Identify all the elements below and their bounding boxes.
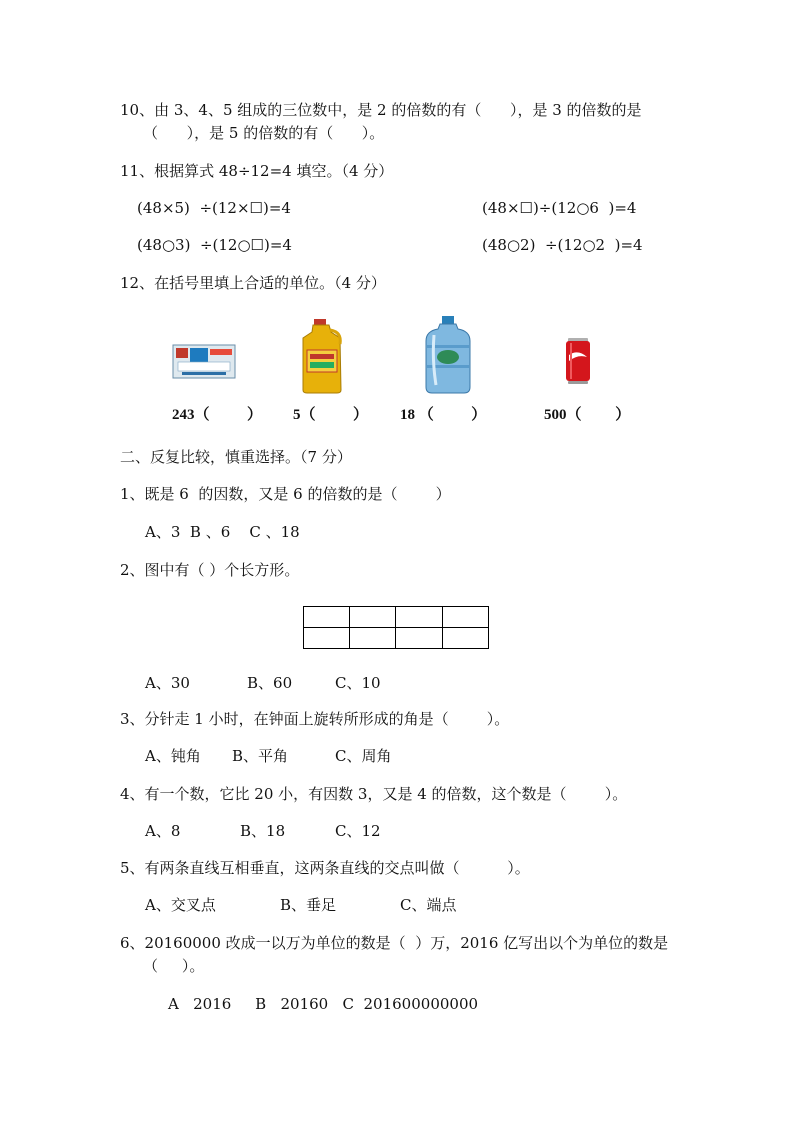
q10-line2: （ ），是 5 的倍数的有（ ）。 <box>143 124 385 142</box>
q11-eq2: (48×☐)÷(12○6 )=4 <box>482 199 637 217</box>
s2-q6-line2: （ ）。 <box>143 957 205 975</box>
rectangle-grid-figure <box>303 606 490 650</box>
q12-unit-4: 500（ ） <box>544 407 631 423</box>
s2-q3-text: 3、分针走 1 小时，在钟面上旋转所形成的角是（ ）。 <box>120 710 510 728</box>
s2-q4-text: 4、有一个数，它比 20 小，有因数 3，又是 4 的倍数，这个数是（ ）。 <box>120 785 628 803</box>
cola-can-image <box>565 337 591 385</box>
q11-title: 11、根据算式 48÷12=4 填空。（4 分） <box>120 162 394 180</box>
s2-q2-option-a: A、30 <box>145 674 190 692</box>
q11-eq3: (48○3) ÷(12○☐)=4 <box>137 236 292 254</box>
q12-unit-2: 5（ ） <box>293 407 369 423</box>
s2-q2-text: 2、图中有（ ）个长方形。 <box>120 561 300 579</box>
milk-box-image <box>172 342 236 380</box>
q12-unit-1: 243（ ） <box>172 407 263 423</box>
q12-title: 12、在括号里填上合适的单位。（4 分） <box>120 274 386 292</box>
q12-unit-3: 18 （ ） <box>400 407 487 423</box>
q11-eq1: (48×5) ÷(12×☐)=4 <box>137 199 291 217</box>
oil-bottle-image <box>300 318 344 394</box>
s2-q4-option-c: C、12 <box>335 822 381 840</box>
water-bucket-image <box>424 315 472 395</box>
s2-q6-line1: 6、20160000 改成一以万为单位的数是（ ）万，2016 亿写出以个为单位的数是 <box>120 934 669 952</box>
s2-q3-option-c: C、周角 <box>335 747 392 765</box>
s2-q5-option-c: C、端点 <box>400 896 457 914</box>
s2-q4-option-a: A、8 <box>145 822 181 840</box>
s2-q1-options: A、3 B 、6 C 、18 <box>145 523 300 541</box>
q10-line1: 10、由 3、4、5 组成的三位数中，是 2 的倍数的有（ ），是 3 的倍数的是 <box>120 101 642 119</box>
s2-q4-option-b: B、18 <box>240 822 286 840</box>
s2-q6-options: A 2016 B 20160 C 201600000000 <box>168 995 479 1013</box>
s2-q1-text: 1、既是 6 的因数，又是 6 的倍数的是（ ） <box>120 485 451 503</box>
s2-q2-option-b: B、60 <box>247 674 293 692</box>
s2-q3-option-a: A、钝角 <box>145 747 201 765</box>
section2-title: 二、反复比较，慎重选择。（7 分） <box>120 448 352 466</box>
s2-q5-option-b: B、垂足 <box>280 896 337 914</box>
s2-q5-text: 5、有两条直线互相垂直，这两条直线的交点叫做（ ）。 <box>120 859 530 877</box>
s2-q2-option-c: C、10 <box>335 674 381 692</box>
s2-q5-option-a: A、交叉点 <box>145 896 216 914</box>
s2-q3-option-b: B、平角 <box>232 747 289 765</box>
q11-eq4: (48○2) ÷(12○2 )=4 <box>482 236 643 254</box>
